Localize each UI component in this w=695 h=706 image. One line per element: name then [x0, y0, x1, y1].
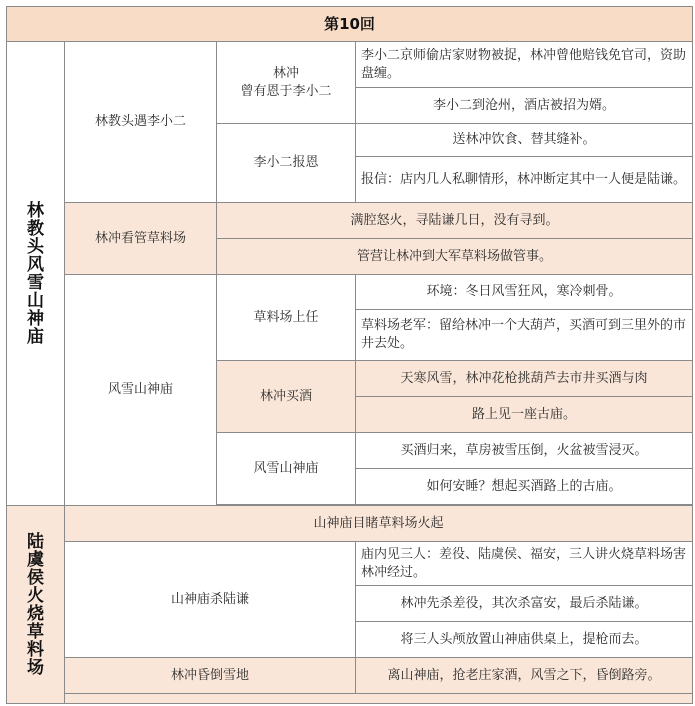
- section-1-2: 林冲看管草料场: [65, 203, 217, 275]
- chapter-1-cell: [7, 42, 65, 506]
- chapter-2-title: 陆虞侯火烧草料场: [26, 531, 44, 678]
- event-cell: 管营让林冲到大军草料场做管事。: [217, 239, 693, 275]
- event-cell: 如何安睡？想起买酒路上的古庙。: [356, 469, 693, 505]
- section-1-3: 风雪山神庙: [65, 275, 217, 506]
- event-cell: 林冲先杀差役，其次杀富安，最后杀陆谦。: [356, 586, 693, 622]
- event-cell: 环境：冬日风雪狂风，寒冷刺骨。: [356, 275, 693, 310]
- section-2-1: 山神庙目睹草料场火起: [65, 506, 693, 542]
- subsection-1-1-1-line2: 曾有恩于李小二: [240, 83, 332, 99]
- event-cell: 将三人头颅放置山神庙供桌上，提枪而去。: [356, 622, 693, 658]
- chapter-2-cell: [7, 506, 65, 704]
- subsection-1-3-1: 草料场上任: [217, 275, 356, 361]
- event-cell: 买酒归来，草房被雪压倒，火盆被雪浸灭。: [356, 433, 693, 469]
- subsection-1-3-2: 林冲买酒: [217, 361, 356, 433]
- event-cell: 送林冲饮食、替其缝补。: [356, 124, 693, 157]
- event-cell: 庙内见三人：差役、陆虞侯、福安，三人讲火烧草料场害林冲经过。: [356, 542, 693, 586]
- chapter-1-title: 林教头风雪山神庙: [26, 200, 44, 347]
- event-cell: 李小二京师偷店家财物被捉，林冲曾他赔钱免官司，资助盘缠。: [356, 42, 693, 88]
- subsection-1-1-2: 李小二报恩: [217, 124, 356, 203]
- event-cell: 路上见一座古庙。: [356, 397, 693, 433]
- event-cell: 离山神庙，抢老庄家酒，风雪之下，昏倒路旁。: [356, 658, 693, 694]
- section-1-1: 林教头遇李小二: [65, 42, 217, 203]
- section-2-3: 林冲昏倒雪地: [65, 658, 356, 694]
- subsection-1-1-1: [217, 42, 356, 124]
- event-cell: 报信：店内几人私聊情形，林冲断定其中一人便是陆谦。: [356, 157, 693, 203]
- table-title: 第10回: [7, 7, 693, 42]
- event-cell: 满腔怒火，寻陆谦几日，没有寻到。: [217, 203, 693, 239]
- event-cell: 天寒风雪，林冲花枪挑葫芦去市井买酒与肉: [356, 361, 693, 397]
- event-cell: 李小二到沧州，酒店被招为婿。: [356, 88, 693, 124]
- chapter-outline-table: [6, 6, 693, 704]
- section-2-2: 山神庙杀陆谦: [65, 542, 356, 658]
- event-cell: 草料场老军：留给林冲一个大葫芦，买酒可到三里外的市井去处。: [356, 310, 693, 361]
- subsection-1-1-1-line1: 林冲: [272, 65, 299, 81]
- subsection-1-3-3: 风雪山神庙: [217, 433, 356, 505]
